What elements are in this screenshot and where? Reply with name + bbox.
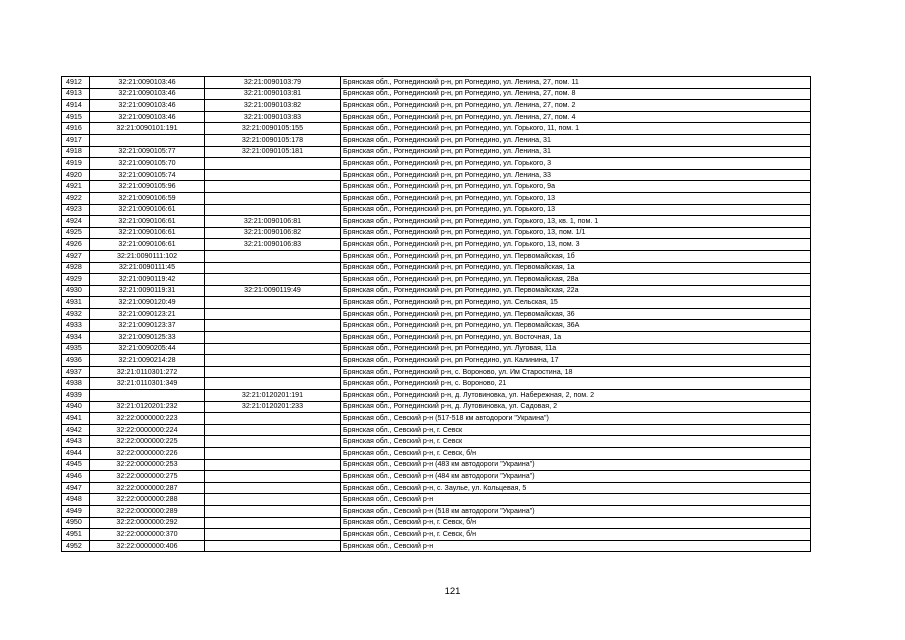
row-number-cell: 4933 [62, 320, 90, 332]
table-row [62, 471, 811, 483]
table-row [62, 390, 811, 402]
cadastral-number-cell: 32:21:0090103:46 [90, 77, 205, 89]
object-cadastral-number-cell [205, 378, 341, 390]
cadastral-number-cell: 32:22:0000000:406 [90, 540, 205, 552]
cadastral-number-cell: 32:21:0090105:77 [90, 146, 205, 158]
object-cadastral-number-cell [205, 192, 341, 204]
object-cadastral-number-cell [205, 169, 341, 181]
row-number-cell: 4918 [62, 146, 90, 158]
table-row [62, 424, 811, 436]
page-number: 121 [444, 586, 461, 597]
object-cadastral-number-cell [205, 332, 341, 344]
row-number-cell: 4944 [62, 448, 90, 460]
table-row [62, 111, 811, 123]
row-number-cell: 4936 [62, 355, 90, 367]
address-cell: Брянская обл., Рогнединский р-н, д. Лутовиновка, ул. Садовая, 2 [341, 401, 811, 413]
address-cell: Брянская обл., Рогнединский р-н, рп Рогнедино, ул. Горького, 13, пом. 1/1 [341, 227, 811, 239]
object-cadastral-number-cell [205, 297, 341, 309]
object-cadastral-number-cell [205, 413, 341, 425]
table-row [62, 227, 811, 239]
object-cadastral-number-cell [205, 274, 341, 286]
cadastral-number-cell: 32:21:0090111:102 [90, 250, 205, 262]
address-cell: Брянская обл., Севский р-н, с. Заулье, ул. Кольцевая, 5 [341, 482, 811, 494]
cadastral-number-cell: 32:21:0090106:61 [90, 204, 205, 216]
table-row [62, 413, 811, 425]
row-number-cell: 4929 [62, 274, 90, 286]
object-cadastral-number-cell [205, 529, 341, 541]
object-cadastral-number-cell [205, 181, 341, 193]
cadastral-number-cell: 32:21:0090123:21 [90, 308, 205, 320]
object-cadastral-number-cell: 32:21:0090103:82 [205, 100, 341, 112]
address-cell: Брянская обл., Рогнединский р-н, с. Вороново, ул. Им Старостина, 18 [341, 366, 811, 378]
address-cell: Брянская обл., Рогнединский р-н, рп Рогнедино, ул. Первомайская, 1а [341, 262, 811, 274]
row-number-cell: 4939 [62, 390, 90, 402]
address-cell: Брянская обл., Севский р-н, г. Севск [341, 436, 811, 448]
object-cadastral-number-cell: 32:21:0090103:83 [205, 111, 341, 123]
row-number-cell: 4913 [62, 88, 90, 100]
row-number-cell: 4924 [62, 216, 90, 228]
address-cell: Брянская обл., Рогнединский р-н, рп Рогнедино, ул. Луговая, 11а [341, 343, 811, 355]
table-row [62, 158, 811, 170]
row-number-cell: 4951 [62, 529, 90, 541]
table-row [62, 459, 811, 471]
object-cadastral-number-cell [205, 540, 341, 552]
table-row [62, 285, 811, 297]
object-cadastral-number-cell [205, 424, 341, 436]
address-cell: Брянская обл., Севский р-н, г. Севск, б/н [341, 529, 811, 541]
address-cell: Брянская обл., Рогнединский р-н, рп Рогнедино, ул. Первомайская, 1б [341, 250, 811, 262]
table-row [62, 239, 811, 251]
table-row [62, 77, 811, 89]
object-cadastral-number-cell [205, 204, 341, 216]
address-cell: Брянская обл., Рогнединский р-н, рп Рогнедино, ул. Ленина, 31 [341, 134, 811, 146]
row-number-cell: 4937 [62, 366, 90, 378]
cadastral-number-cell: 32:21:0090106:61 [90, 239, 205, 251]
object-cadastral-number-cell [205, 459, 341, 471]
row-number-cell: 4946 [62, 471, 90, 483]
address-cell: Брянская обл., Рогнединский р-н, с. Вороново, 21 [341, 378, 811, 390]
table-row [62, 482, 811, 494]
row-number-cell: 4912 [62, 77, 90, 89]
table-row [62, 401, 811, 413]
cadastral-number-cell: 32:22:0000000:370 [90, 529, 205, 541]
address-cell: Брянская обл., Рогнединский р-н, рп Рогнедино, ул. Первомайская, 22а [341, 285, 811, 297]
table-row [62, 448, 811, 460]
cadastral-number-cell: 32:21:0090103:46 [90, 111, 205, 123]
row-number-cell: 4947 [62, 482, 90, 494]
row-number-cell: 4922 [62, 192, 90, 204]
table-row [62, 494, 811, 506]
address-cell: Брянская обл., Рогнединский р-н, рп Рогнедино, ул. Горького, 13 [341, 204, 811, 216]
table-row [62, 216, 811, 228]
table-row [62, 529, 811, 541]
cadastral-number-cell: 32:21:0110301:272 [90, 366, 205, 378]
cadastral-number-cell: 32:21:0090101:191 [90, 123, 205, 135]
object-cadastral-number-cell: 32:21:0090106:83 [205, 239, 341, 251]
object-cadastral-number-cell [205, 505, 341, 517]
row-number-cell: 4940 [62, 401, 90, 413]
address-cell: Брянская обл., Рогнединский р-н, рп Рогнедино, ул. Ленина, 27, пом. 8 [341, 88, 811, 100]
object-cadastral-number-cell [205, 366, 341, 378]
row-number-cell: 4952 [62, 540, 90, 552]
table-row [62, 134, 811, 146]
object-cadastral-number-cell: 32:21:0090106:81 [205, 216, 341, 228]
row-number-cell: 4938 [62, 378, 90, 390]
address-cell: Брянская обл., Рогнединский р-н, рп Рогнедино, ул. Ленина, 27, пом. 4 [341, 111, 811, 123]
object-cadastral-number-cell [205, 262, 341, 274]
object-cadastral-number-cell [205, 320, 341, 332]
address-cell: Брянская обл., Рогнединский р-н, рп Рогнедино, ул. Сельская, 15 [341, 297, 811, 309]
cadastral-number-cell: 32:22:0000000:223 [90, 413, 205, 425]
object-cadastral-number-cell [205, 436, 341, 448]
row-number-cell: 4915 [62, 111, 90, 123]
cadastral-number-cell: 32:21:0090214:28 [90, 355, 205, 367]
row-number-cell: 4934 [62, 332, 90, 344]
cadastral-number-cell: 32:21:0090119:31 [90, 285, 205, 297]
table-row [62, 250, 811, 262]
object-cadastral-number-cell [205, 471, 341, 483]
table-row [62, 332, 811, 344]
row-number-cell: 4926 [62, 239, 90, 251]
cadastral-number-cell: 32:21:0090106:61 [90, 216, 205, 228]
cadastral-number-cell: 32:22:0000000:225 [90, 436, 205, 448]
table-row [62, 378, 811, 390]
row-number-cell: 4932 [62, 308, 90, 320]
row-number-cell: 4942 [62, 424, 90, 436]
address-cell: Брянская обл., Рогнединский р-н, рп Рогнедино, ул. Горького, 13, пом. 3 [341, 239, 811, 251]
row-number-cell: 4950 [62, 517, 90, 529]
object-cadastral-number-cell: 32:21:0090105:155 [205, 123, 341, 135]
address-cell: Брянская обл., Рогнединский р-н, рп Рогнедино, ул. Ленина, 31 [341, 146, 811, 158]
address-cell: Брянская обл., Севский р-н, г. Севск, б/н [341, 517, 811, 529]
object-cadastral-number-cell: 32:21:0120201:233 [205, 401, 341, 413]
cadastral-number-cell: 32:21:0090106:61 [90, 227, 205, 239]
cadastral-number-cell: 32:21:0090105:96 [90, 181, 205, 193]
table-row [62, 146, 811, 158]
table-row [62, 123, 811, 135]
row-number-cell: 4917 [62, 134, 90, 146]
address-cell: Брянская обл., Рогнединский р-н, рп Рогнедино, ул. Горького, 11, пом. 1 [341, 123, 811, 135]
table-row [62, 204, 811, 216]
address-cell: Брянская обл., Севский р-н (484 км автодороги "Украина") [341, 471, 811, 483]
row-number-cell: 4927 [62, 250, 90, 262]
cadastral-number-cell [90, 134, 205, 146]
object-cadastral-number-cell: 32:21:0120201:191 [205, 390, 341, 402]
address-cell: Брянская обл., Рогнединский р-н, рп Рогнедино, ул. Первомайская, 36 [341, 308, 811, 320]
address-cell: Брянская обл., Рогнединский р-н, рп Рогнедино, ул. Первомайская, 36А [341, 320, 811, 332]
cadastral-number-cell: 32:21:0090111:45 [90, 262, 205, 274]
table-row [62, 517, 811, 529]
table-row [62, 436, 811, 448]
address-cell: Брянская обл., Рогнединский р-н, рп Рогнедино, ул. Горького, 13 [341, 192, 811, 204]
table-row [62, 355, 811, 367]
table-row [62, 320, 811, 332]
object-cadastral-number-cell [205, 158, 341, 170]
address-cell: Брянская обл., Рогнединский р-н, рп Рогнедино, ул. Восточная, 1а [341, 332, 811, 344]
table-row [62, 297, 811, 309]
table-row [62, 88, 811, 100]
object-cadastral-number-cell [205, 482, 341, 494]
address-cell: Брянская обл., Рогнединский р-н, д. Лутовиновка, ул. Набережная, 2, пом. 2 [341, 390, 811, 402]
row-number-cell: 4921 [62, 181, 90, 193]
cadastral-number-cell: 32:21:0090205:44 [90, 343, 205, 355]
cadastral-number-cell [90, 390, 205, 402]
object-cadastral-number-cell: 32:21:0090119:49 [205, 285, 341, 297]
table-row [62, 366, 811, 378]
address-cell: Брянская обл., Севский р-н (518 км автодороги "Украина") [341, 505, 811, 517]
address-cell: Брянская обл., Рогнединский р-н, рп Рогнедино, ул. Первомайская, 28а [341, 274, 811, 286]
row-number-cell: 4949 [62, 505, 90, 517]
cadastral-number-cell: 32:21:0090125:33 [90, 332, 205, 344]
object-cadastral-number-cell [205, 448, 341, 460]
table-row [62, 540, 811, 552]
row-number-cell: 4916 [62, 123, 90, 135]
address-cell: Брянская обл., Севский р-н [341, 540, 811, 552]
cadastral-number-cell: 32:21:0090105:74 [90, 169, 205, 181]
row-number-cell: 4941 [62, 413, 90, 425]
cadastral-number-cell: 32:22:0000000:289 [90, 505, 205, 517]
cadastral-number-cell: 32:22:0000000:288 [90, 494, 205, 506]
cadastral-number-cell: 32:21:0090119:42 [90, 274, 205, 286]
row-number-cell: 4943 [62, 436, 90, 448]
object-cadastral-number-cell: 32:21:0090105:181 [205, 146, 341, 158]
cadastral-number-cell: 32:22:0000000:287 [90, 482, 205, 494]
cadastral-number-cell: 32:21:0090106:59 [90, 192, 205, 204]
row-number-cell: 4923 [62, 204, 90, 216]
row-number-cell: 4935 [62, 343, 90, 355]
object-cadastral-number-cell: 32:21:0090106:82 [205, 227, 341, 239]
object-cadastral-number-cell [205, 494, 341, 506]
object-cadastral-number-cell: 32:21:0090103:81 [205, 88, 341, 100]
cadastral-number-cell: 32:21:0090123:37 [90, 320, 205, 332]
row-number-cell: 4930 [62, 285, 90, 297]
cadastral-number-cell: 32:22:0000000:275 [90, 471, 205, 483]
address-cell: Брянская обл., Рогнединский р-н, рп Рогнедино, ул. Горького, 9а [341, 181, 811, 193]
object-cadastral-number-cell [205, 250, 341, 262]
row-number-cell: 4928 [62, 262, 90, 274]
table-body [62, 77, 811, 552]
cadastral-number-cell: 32:22:0000000:253 [90, 459, 205, 471]
address-cell: Брянская обл., Рогнединский р-н, рп Рогнедино, ул. Калинина, 17 [341, 355, 811, 367]
address-cell: Брянская обл., Севский р-н, г. Севск [341, 424, 811, 436]
table-row [62, 100, 811, 112]
row-number-cell: 4920 [62, 169, 90, 181]
cadastral-number-cell: 32:21:0090105:70 [90, 158, 205, 170]
object-cadastral-number-cell [205, 355, 341, 367]
address-cell: Брянская обл., Рогнединский р-н, рп Рогнедино, ул. Ленина, 27, пом. 11 [341, 77, 811, 89]
table-row [62, 505, 811, 517]
row-number-cell: 4914 [62, 100, 90, 112]
address-cell: Брянская обл., Рогнединский р-н, рп Рогнедино, ул. Ленина, 33 [341, 169, 811, 181]
address-cell: Брянская обл., Севский р-н (517-518 км автодороги "Украина") [341, 413, 811, 425]
row-number-cell: 4945 [62, 459, 90, 471]
cadastral-number-cell: 32:22:0000000:226 [90, 448, 205, 460]
property-table [61, 76, 811, 552]
cadastral-number-cell: 32:21:0090103:46 [90, 88, 205, 100]
cadastral-number-cell: 32:21:0120201:232 [90, 401, 205, 413]
object-cadastral-number-cell [205, 343, 341, 355]
cadastral-number-cell: 32:21:0110301:349 [90, 378, 205, 390]
table-row [62, 274, 811, 286]
row-number-cell: 4919 [62, 158, 90, 170]
table-row [62, 181, 811, 193]
cadastral-number-cell: 32:22:0000000:292 [90, 517, 205, 529]
cadastral-number-cell: 32:22:0000000:224 [90, 424, 205, 436]
address-cell: Брянская обл., Рогнединский р-н, рп Рогнедино, ул. Горького, 3 [341, 158, 811, 170]
table-row [62, 262, 811, 274]
address-cell: Брянская обл., Рогнединский р-н, рп Рогнедино, ул. Горького, 13, кв. 1, пом. 1 [341, 216, 811, 228]
cadastral-number-cell: 32:21:0090120:49 [90, 297, 205, 309]
address-cell: Брянская обл., Севский р-н (483 км автодороги "Украина") [341, 459, 811, 471]
row-number-cell: 4925 [62, 227, 90, 239]
cadastral-number-cell: 32:21:0090103:46 [90, 100, 205, 112]
object-cadastral-number-cell [205, 517, 341, 529]
address-cell: Брянская обл., Севский р-н, г. Севск, б/н [341, 448, 811, 460]
table-row [62, 192, 811, 204]
table-row [62, 169, 811, 181]
object-cadastral-number-cell: 32:21:0090105:178 [205, 134, 341, 146]
table-row [62, 308, 811, 320]
row-number-cell: 4948 [62, 494, 90, 506]
table-row [62, 343, 811, 355]
object-cadastral-number-cell [205, 308, 341, 320]
object-cadastral-number-cell: 32:21:0090103:79 [205, 77, 341, 89]
address-cell: Брянская обл., Севский р-н [341, 494, 811, 506]
address-cell: Брянская обл., Рогнединский р-н, рп Рогнедино, ул. Ленина, 27, пом. 2 [341, 100, 811, 112]
row-number-cell: 4931 [62, 297, 90, 309]
